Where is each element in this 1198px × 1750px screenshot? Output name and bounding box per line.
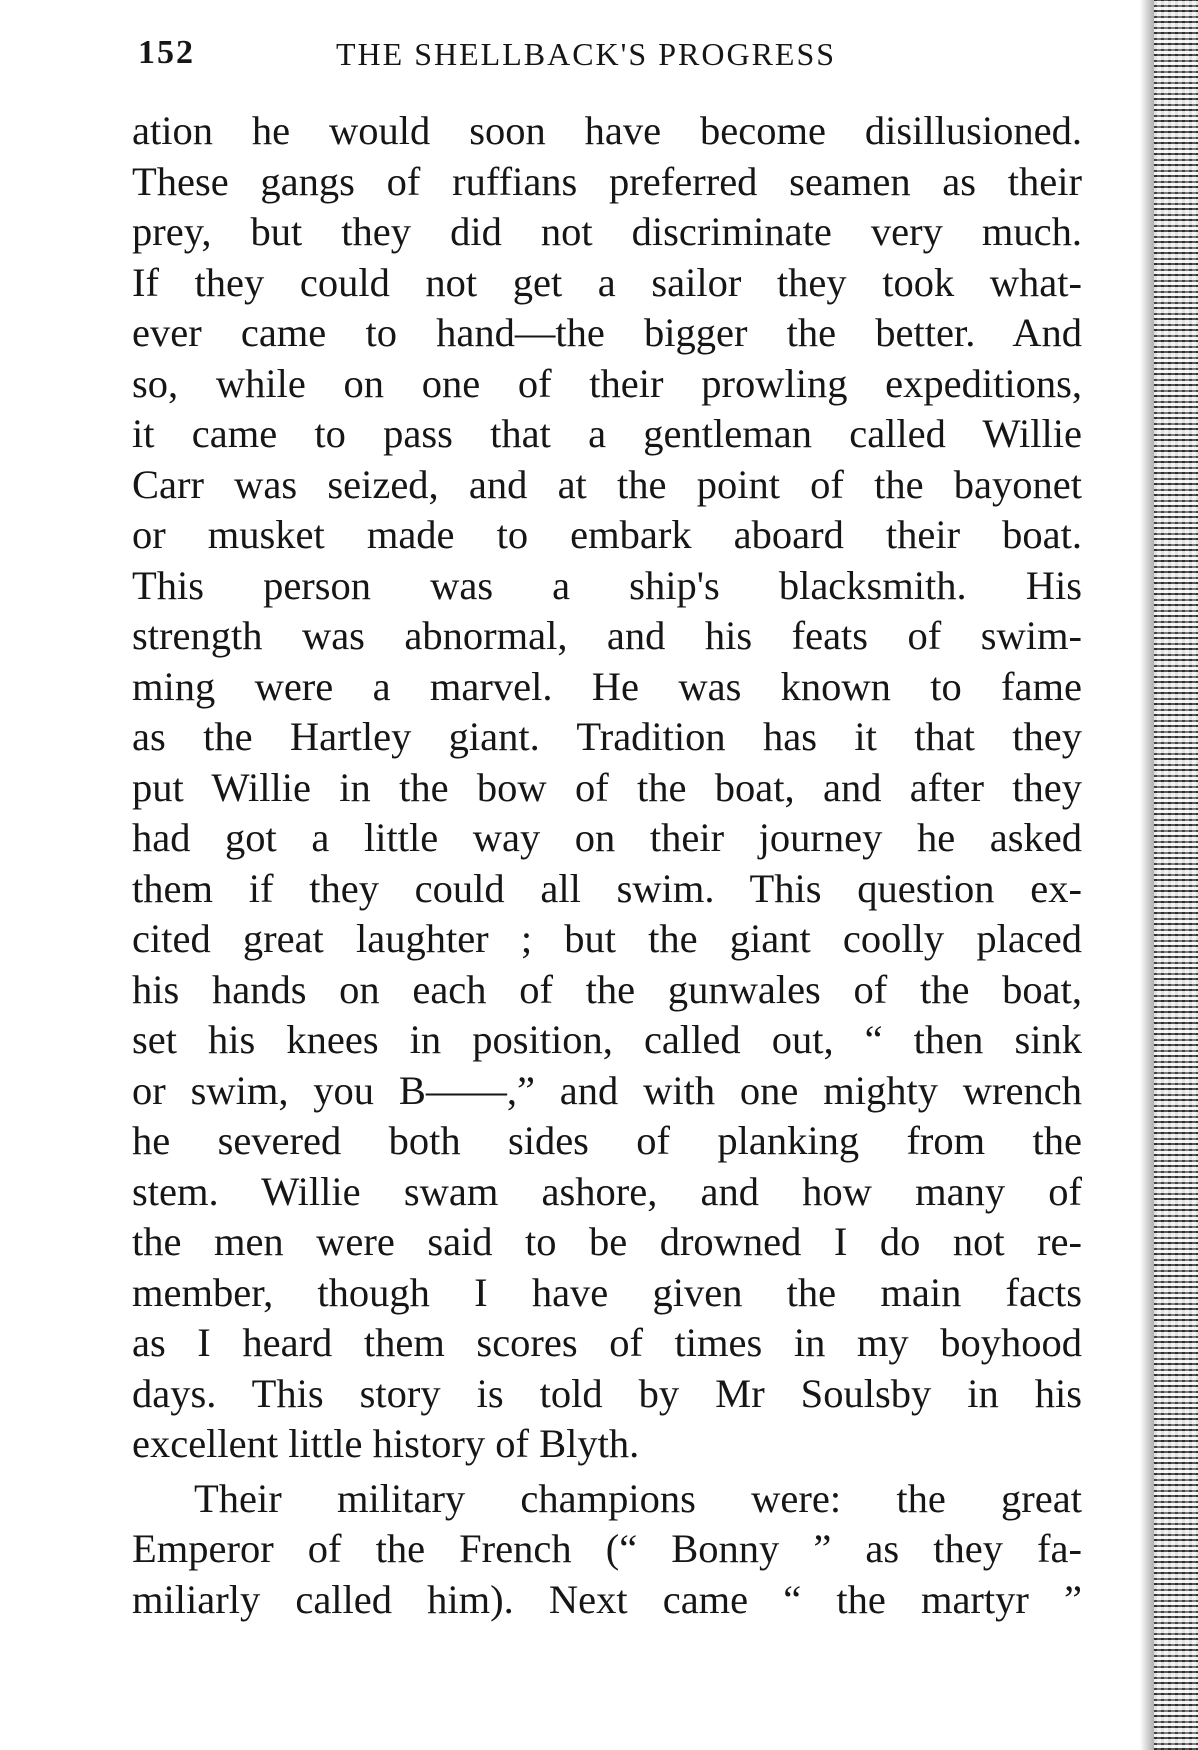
text-line: as the Hartley giant. Tradition has it that they	[132, 714, 1082, 759]
text-line: he severed both sides of planking from the	[132, 1118, 1082, 1163]
text-line: member, though I have given the main facts	[132, 1269, 1082, 1315]
page-number: 152	[138, 34, 195, 71]
text-line: Carr was seized, and at the point of the bayonet	[132, 461, 1082, 507]
text-line: prey, but they did not discriminate very much.	[132, 209, 1082, 254]
text-line: it came to pass that a gentleman called Willie	[132, 411, 1082, 456]
text-line: These gangs of ruffians preferred seamen as their	[132, 158, 1082, 204]
text-line: or musket made to embark aboard their boat.	[132, 512, 1082, 557]
text-line: set his knees in position, called out, “ then sink	[132, 1017, 1082, 1062]
text-line: his hands on each of the gunwales of the boat,	[132, 966, 1082, 1012]
page-header	[138, 34, 1138, 80]
text-line: ever came to hand—the bigger the better. And	[132, 310, 1082, 355]
text-line: strength was abnormal, and his feats of swim-	[132, 613, 1082, 658]
running-title: THE SHELLBACK'S PROGRESS	[336, 36, 837, 72]
text-line: days. This story is told by Mr Soulsby in his	[132, 1370, 1082, 1416]
paragraph-1	[132, 106, 1082, 1470]
text-line: ation he would soon have become disillusioned.	[132, 108, 1082, 153]
text-line: had got a little way on their journey he asked	[132, 815, 1082, 860]
paragraph-2	[132, 1474, 1082, 1626]
text-line: ming were a marvel. He was known to fame	[132, 663, 1082, 709]
text-line: stem. Willie swam ashore, and how many of	[132, 1168, 1082, 1214]
body-text	[132, 106, 1082, 1625]
text-line: put Willie in the bow of the boat, and after they	[132, 764, 1082, 810]
text-line: Their military champions were: the great	[194, 1475, 1082, 1521]
text-line: the men were said to be drowned I do not re-	[132, 1219, 1082, 1264]
text-line: or swim, you B——,” and with one mighty wrench	[132, 1067, 1082, 1113]
text-line: them if they could all swim. This question ex-	[132, 865, 1082, 911]
text-line: If they could not get a sailor they took what-	[132, 259, 1082, 305]
text-line: as I heard them scores of times in my boyhood	[132, 1320, 1082, 1365]
text-line: so, while on one of their prowling expeditions,	[132, 360, 1082, 406]
text-line: cited great laughter ; but the giant coolly placed	[132, 916, 1082, 961]
text-line: excellent little history of Blyth.	[132, 1421, 640, 1466]
scan-page-edge	[1154, 0, 1198, 1750]
scan-edge-shadow	[1140, 0, 1154, 1750]
text-line: miliarly called him). Next came “ the martyr ”	[132, 1576, 1082, 1622]
text-line: Emperor of the French (“ Bonny ” as they fa-	[132, 1526, 1082, 1571]
text-line: This person was a ship's blacksmith. His	[132, 562, 1082, 608]
